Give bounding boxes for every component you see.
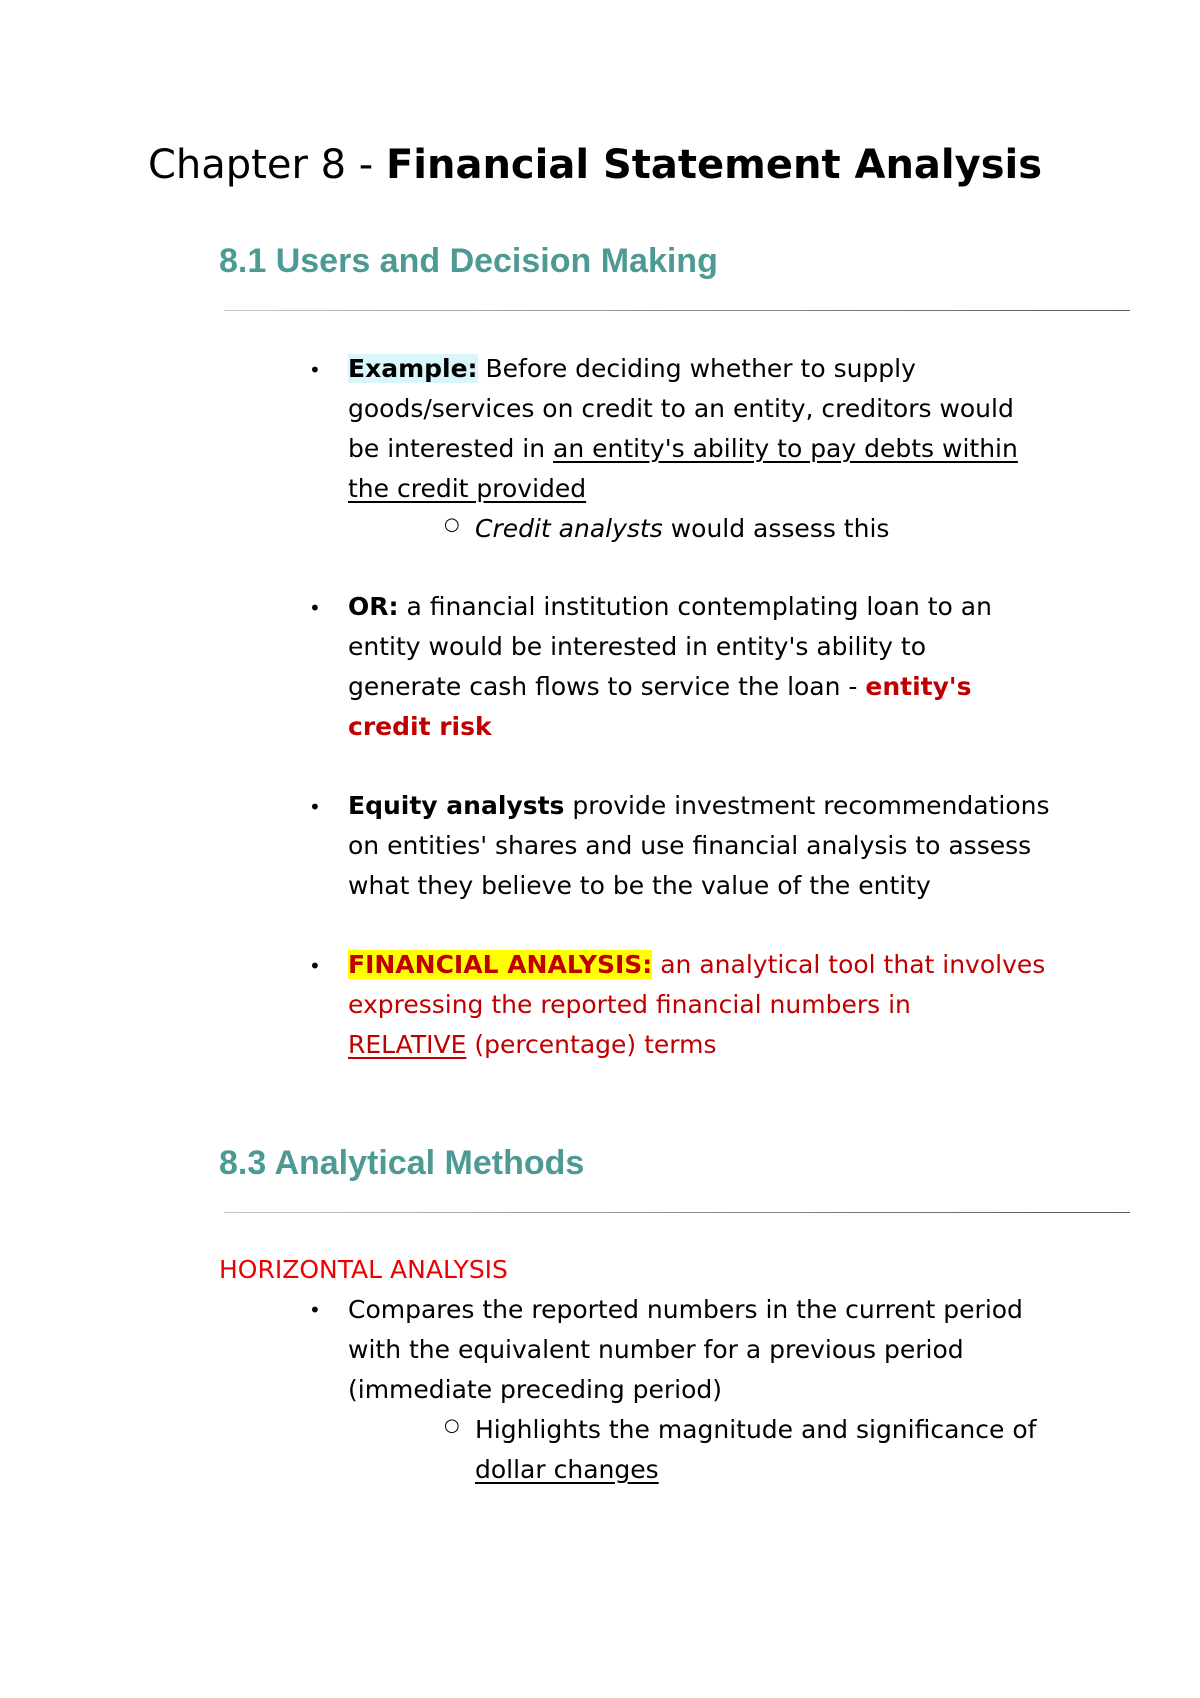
or-line1: a financial institution contemplating loan to an — [398, 592, 992, 621]
bullet-or-text — [348, 587, 992, 747]
equity-line3: what they believe to be the value of the entity — [348, 871, 931, 900]
bullet-icon: • — [309, 596, 321, 620]
title-main: Financial Statement Analysis — [385, 142, 1043, 188]
sub-bullet-credit-analysts — [475, 509, 889, 549]
dollar-changes-underlined: dollar changes — [475, 1455, 659, 1484]
section-heading-users: 8.1 Users and Decision Making — [219, 242, 718, 280]
bullet-icon: • — [309, 954, 321, 978]
equity-label: Equity analysts — [348, 791, 565, 820]
section-divider — [224, 1212, 1130, 1213]
financial-analysis-label: FINANCIAL ANALYSIS: — [348, 950, 653, 979]
horizontal-analysis-heading: HORIZONTAL ANALYSIS — [219, 1255, 508, 1284]
example-line3-underlined: an entity's ability to pay debts within — [553, 434, 1018, 463]
example-line3: be interested in — [348, 434, 554, 463]
credit-analysts-rest: would assess this — [662, 514, 890, 543]
or-label: OR: — [348, 592, 399, 621]
credit-risk-red-1: entity's — [865, 672, 972, 701]
example-line4-underlined: the credit provided — [348, 474, 587, 503]
bullet-financial-analysis-text — [348, 945, 1045, 1065]
or-line2: entity would be interested in entity's ability to — [348, 632, 926, 661]
sub-bullet-icon: ○ — [444, 514, 460, 535]
bullet-icon: • — [309, 358, 321, 382]
highlights-line1: Highlights the magnitude and significance of — [475, 1415, 1037, 1444]
compares-line1: Compares the reported numbers in the current period — [348, 1295, 1023, 1324]
example-label: Example: — [348, 354, 478, 383]
sub-bullet-highlights — [475, 1410, 1036, 1490]
section-divider — [224, 310, 1130, 311]
example-line2: goods/services on credit to an entity, creditors would — [348, 394, 1014, 423]
compares-line3: (immediate preceding period) — [348, 1375, 723, 1404]
bullet-icon: • — [309, 795, 321, 819]
title-prefix: Chapter 8 - — [148, 142, 386, 188]
section-heading-analytical-methods: 8.3 Analytical Methods — [219, 1144, 585, 1182]
bullet-equity-text — [348, 786, 1050, 906]
sub-bullet-icon: ○ — [444, 1415, 460, 1436]
financial-analysis-line1: an analytical tool that involves — [652, 950, 1046, 979]
credit-analysts-label: Credit analysts — [475, 514, 663, 543]
or-line3: generate cash flows to service the loan - — [348, 672, 866, 701]
example-line1: Before deciding whether to supply — [477, 354, 916, 383]
equity-line1: provide investment recommendations — [564, 791, 1050, 820]
equity-line2: on entities' shares and use financial analysis to assess — [348, 831, 1032, 860]
credit-risk-red-2: credit risk — [348, 712, 492, 741]
bullet-icon: • — [309, 1298, 321, 1322]
relative-underlined: RELATIVE — [348, 1030, 467, 1059]
bullet-example-text — [348, 349, 1018, 509]
compares-line2: with the equivalent number for a previous period — [348, 1335, 964, 1364]
bullet-compares-text — [348, 1290, 1023, 1410]
financial-analysis-line3: (percentage) terms — [466, 1030, 717, 1059]
financial-analysis-line2: expressing the reported financial numbers in — [348, 990, 911, 1019]
page-title — [148, 142, 1042, 188]
